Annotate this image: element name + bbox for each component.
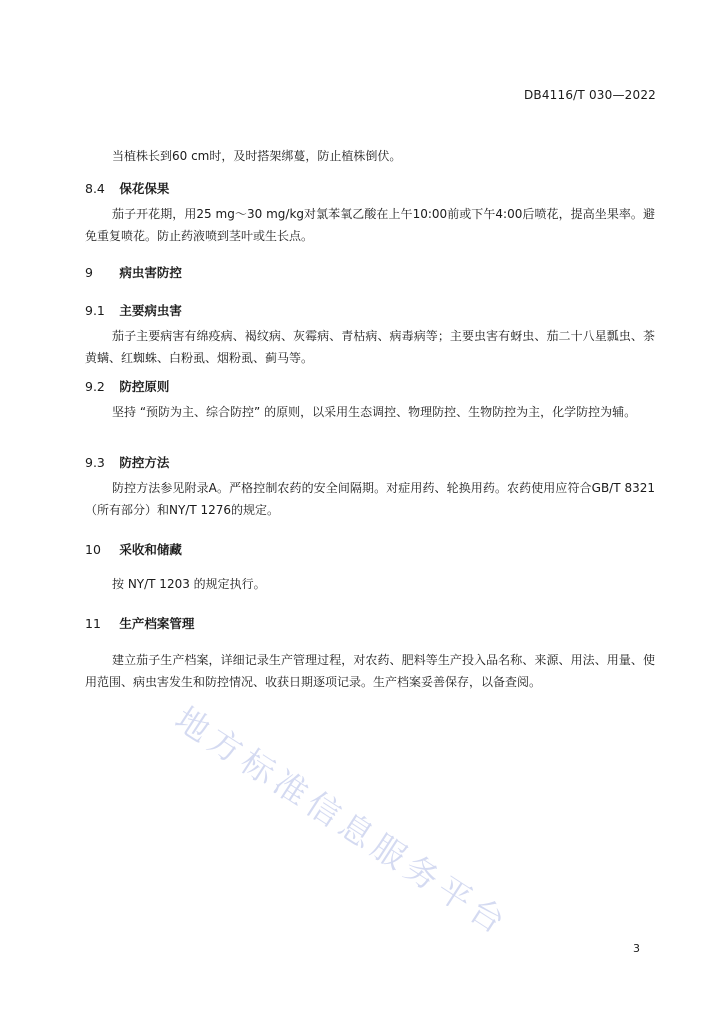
section-title: 主要病虫害: [119, 303, 182, 318]
section-number: 10: [85, 542, 101, 557]
section-heading-8-4: [85, 179, 169, 197]
section-heading-10: [85, 540, 182, 558]
section-title: 防控方法: [119, 455, 170, 470]
section-body-8-4: 茄子开花期，用25 mg～30 mg/kg对氯苯氧乙酸在上午10:00前或下午4:00后喷花，提高坐果率。避免重复喷花。防止药液喷到茎叶或生长点。: [85, 207, 655, 243]
section-heading-11: [85, 614, 194, 632]
section-number: 11: [85, 616, 101, 631]
section-title: 病虫害防控: [119, 265, 182, 280]
document-code: DB4116/T 030—2022: [523, 88, 656, 102]
section-number: 8.4: [85, 181, 105, 196]
section-heading-9-3: [85, 453, 169, 471]
section-title: 防控原则: [119, 379, 170, 394]
page-number: 3: [633, 942, 640, 955]
section-title: 保花保果: [119, 181, 170, 196]
section-body-10: 按 NY/T 1203 的规定执行。: [112, 577, 266, 591]
continuation-paragraph: 当植株长到60 cm时，及时搭架绑蔓，防止植株倒伏。: [112, 149, 402, 163]
section-title: 采收和储藏: [119, 542, 182, 557]
section-number: 9: [85, 265, 93, 280]
section-number: 9.2: [85, 379, 105, 394]
section-heading-9-2: [85, 377, 169, 395]
section-number: 9.1: [85, 303, 105, 318]
watermark-text: 地方标准信息服务平台: [168, 698, 517, 944]
section-body-11: 建立茄子生产档案，详细记录生产管理过程，对农药、肥料等生产投入品名称、来源、用法、用量、使用范围、病虫害发生和防控情况、收获日期逐项记录。生产档案妥善保存，以备查阅。: [85, 653, 655, 689]
section-title: 生产档案管理: [119, 616, 195, 631]
section-heading-9: [85, 263, 182, 281]
section-heading-9-1: [85, 301, 182, 319]
section-body-9-1: 茄子主要病害有绵疫病、褐纹病、灰霉病、青枯病、病毒病等；主要虫害有蚜虫、茄二十八星瓢虫、茶黄螨、红蜘蛛、白粉虱、烟粉虱、蓟马等。: [85, 329, 655, 365]
section-body-9-2: 坚持 “预防为主、综合防控” 的原则，以采用生态调控、物理防控、生物防控为主，化学防控为辅。: [112, 405, 637, 419]
section-number: 9.3: [85, 455, 105, 470]
section-body-9-3: 防控方法参见附录A。严格控制农药的安全间隔期。对症用药、轮换用药。农药使用应符合GB/T 8321（所有部分）和NY/T 1276的规定。: [85, 481, 655, 517]
